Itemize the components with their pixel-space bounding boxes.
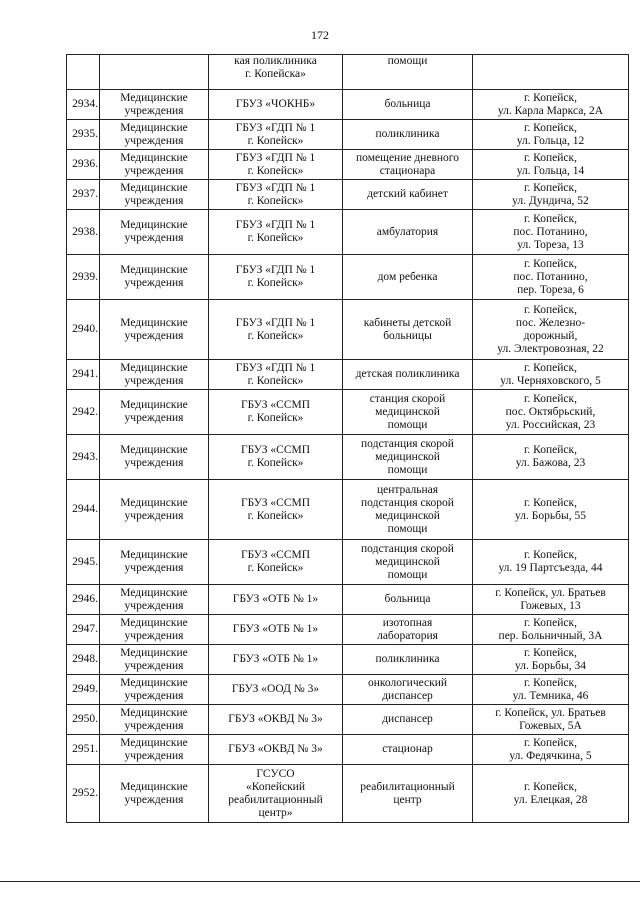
cell-organization: ГБУЗ «ССМП г. Копейск» [209, 435, 343, 480]
cell-number: 2949. [67, 675, 100, 705]
institutions-table [66, 54, 629, 823]
cell-object: станция скорой медицинской помощи [343, 390, 473, 435]
cell-category: Медицинские учреждения [100, 90, 209, 120]
table-row [67, 645, 629, 675]
cell-object: диспансер [343, 705, 473, 735]
cell-object: реабилитационный центр [343, 765, 473, 823]
table-row [67, 255, 629, 300]
cell-category: Медицинские учреждения [100, 300, 209, 360]
cell-object: подстанция скорой медицинской помощи [343, 540, 473, 585]
cell-category: Медицинские учреждения [100, 480, 209, 540]
table-row [67, 120, 629, 150]
cell-object: дом ребенка [343, 255, 473, 300]
cell-number: 2952. [67, 765, 100, 823]
cell-category: Медицинские учреждения [100, 585, 209, 615]
cell-category [100, 55, 209, 90]
table-row [67, 390, 629, 435]
cell-organization: ГБУЗ «ССМП г. Копейск» [209, 390, 343, 435]
cell-number: 2942. [67, 390, 100, 435]
cell-object: поликлиника [343, 645, 473, 675]
cell-address: г. Копейск, ул. Елецкая, 28 [473, 765, 629, 823]
cell-number: 2940. [67, 300, 100, 360]
cell-number: 2945. [67, 540, 100, 585]
cell-organization: ГБУЗ «ГДП № 1 г. Копейск» [209, 300, 343, 360]
cell-number: 2936. [67, 150, 100, 180]
cell-address: г. Копейск, ул. Федячкина, 5 [473, 735, 629, 765]
cell-category: Медицинские учреждения [100, 210, 209, 255]
cell-object: стационар [343, 735, 473, 765]
cell-organization: ГБУЗ «ГДП № 1 г. Копейск» [209, 255, 343, 300]
cell-organization: ГБУЗ «ОКВД № 3» [209, 735, 343, 765]
cell-object: подстанция скорой медицинской помощи [343, 435, 473, 480]
table-row [67, 300, 629, 360]
table-row [67, 705, 629, 735]
cell-object: поликлиника [343, 120, 473, 150]
table-row [67, 90, 629, 120]
cell-category: Медицинские учреждения [100, 390, 209, 435]
cell-number: 2946. [67, 585, 100, 615]
cell-organization: ГБУЗ «ОКВД № 3» [209, 705, 343, 735]
cell-organization: ГБУЗ «ГДП № 1 г. Копейск» [209, 210, 343, 255]
cell-address: г. Копейск, ул. Гольца, 12 [473, 120, 629, 150]
table-row [67, 360, 629, 390]
cell-object: больница [343, 90, 473, 120]
cell-number: 2938. [67, 210, 100, 255]
cell-category: Медицинские учреждения [100, 255, 209, 300]
footer-rule [0, 881, 640, 882]
cell-address: г. Копейск, ул. Братьев Гожевых, 13 [473, 585, 629, 615]
cell-number: 2939. [67, 255, 100, 300]
table-row-continuation [67, 55, 629, 90]
cell-object: онкологический диспансер [343, 675, 473, 705]
cell-address: г. Копейск, ул. Борьбы, 55 [473, 480, 629, 540]
cell-organization: ГБУЗ «ООД № 3» [209, 675, 343, 705]
cell-object: амбулатория [343, 210, 473, 255]
cell-address: г. Копейск, пос. Потанино, пер. Тореза, 6 [473, 255, 629, 300]
cell-object: центральная подстанция скорой медицинской помощи [343, 480, 473, 540]
cell-address: г. Копейск, ул. Темника, 46 [473, 675, 629, 705]
table-body [67, 55, 629, 823]
cell-organization: ГБУЗ «ОТБ № 1» [209, 585, 343, 615]
cell-object: помощи [343, 55, 473, 90]
cell-category: Медицинские учреждения [100, 735, 209, 765]
cell-address: г. Копейск, пос. Потанино, ул. Тореза, 13 [473, 210, 629, 255]
cell-category: Медицинские учреждения [100, 645, 209, 675]
cell-number: 2947. [67, 615, 100, 645]
cell-organization: ГСУСО «Копейский реабилитационный центр» [209, 765, 343, 823]
cell-organization: ГБУЗ «ОТБ № 1» [209, 615, 343, 645]
table-row [67, 480, 629, 540]
cell-object: больница [343, 585, 473, 615]
cell-organization: ГБУЗ «ГДП № 1 г. Копейск» [209, 360, 343, 390]
cell-category: Медицинские учреждения [100, 180, 209, 210]
cell-category: Медицинские учреждения [100, 765, 209, 823]
cell-category: Медицинские учреждения [100, 615, 209, 645]
cell-address: г. Копейск, пер. Больничный, 3А [473, 615, 629, 645]
table-row [67, 765, 629, 823]
cell-category: Медицинские учреждения [100, 360, 209, 390]
page-number: 172 [311, 28, 329, 42]
cell-object: изотопная лаборатория [343, 615, 473, 645]
cell-address: г. Копейск, ул. Черняховского, 5 [473, 360, 629, 390]
table-row [67, 435, 629, 480]
cell-number: 2941. [67, 360, 100, 390]
cell-address: г. Копейск, ул. 19 Партсъезда, 44 [473, 540, 629, 585]
cell-category: Медицинские учреждения [100, 540, 209, 585]
cell-number: 2937. [67, 180, 100, 210]
table-row [67, 735, 629, 765]
cell-number: 2944. [67, 480, 100, 540]
cell-number: 2934. [67, 90, 100, 120]
table-row [67, 675, 629, 705]
cell-organization: ГБУЗ «ГДП № 1 г. Копейск» [209, 180, 343, 210]
cell-object: детский кабинет [343, 180, 473, 210]
cell-category: Медицинские учреждения [100, 120, 209, 150]
cell-number [67, 55, 100, 90]
cell-organization: ГБУЗ «ССМП г. Копейск» [209, 540, 343, 585]
cell-number: 2935. [67, 120, 100, 150]
cell-address: г. Копейск, ул. Борьбы, 34 [473, 645, 629, 675]
table-row [67, 180, 629, 210]
table-row [67, 615, 629, 645]
cell-address: г. Копейск, пос. Железно- дорожный, ул. Электровозная, 22 [473, 300, 629, 360]
cell-organization: ГБУЗ «ГДП № 1 г. Копейск» [209, 120, 343, 150]
cell-category: Медицинские учреждения [100, 675, 209, 705]
cell-organization: ГБУЗ «ОТБ № 1» [209, 645, 343, 675]
cell-number: 2943. [67, 435, 100, 480]
cell-address: г. Копейск, ул. Гольца, 14 [473, 150, 629, 180]
cell-address: г. Копейск, ул. Бажова, 23 [473, 435, 629, 480]
cell-address: г. Копейск, ул. Карла Маркса, 2А [473, 90, 629, 120]
cell-address: г. Копейск, ул. Дундича, 52 [473, 180, 629, 210]
cell-number: 2951. [67, 735, 100, 765]
cell-address: г. Копейск, ул. Братьев Гожевых, 5А [473, 705, 629, 735]
cell-organization: кая поликлиника г. Копейска» [209, 55, 343, 90]
cell-object: кабинеты детской больницы [343, 300, 473, 360]
cell-address: г. Копейск, пос. Октябрьский, ул. Российская, 23 [473, 390, 629, 435]
cell-organization: ГБУЗ «ГДП № 1 г. Копейск» [209, 150, 343, 180]
table-row [67, 210, 629, 255]
cell-object: помещение дневного стационара [343, 150, 473, 180]
cell-organization: ГБУЗ «ЧОКНБ» [209, 90, 343, 120]
table-row [67, 540, 629, 585]
cell-number: 2948. [67, 645, 100, 675]
cell-category: Медицинские учреждения [100, 150, 209, 180]
cell-object: детская поликлиника [343, 360, 473, 390]
cell-organization: ГБУЗ «ССМП г. Копейск» [209, 480, 343, 540]
cell-number: 2950. [67, 705, 100, 735]
table-row [67, 585, 629, 615]
cell-address [473, 55, 629, 90]
cell-category: Медицинские учреждения [100, 435, 209, 480]
table-row [67, 150, 629, 180]
cell-category: Медицинские учреждения [100, 705, 209, 735]
